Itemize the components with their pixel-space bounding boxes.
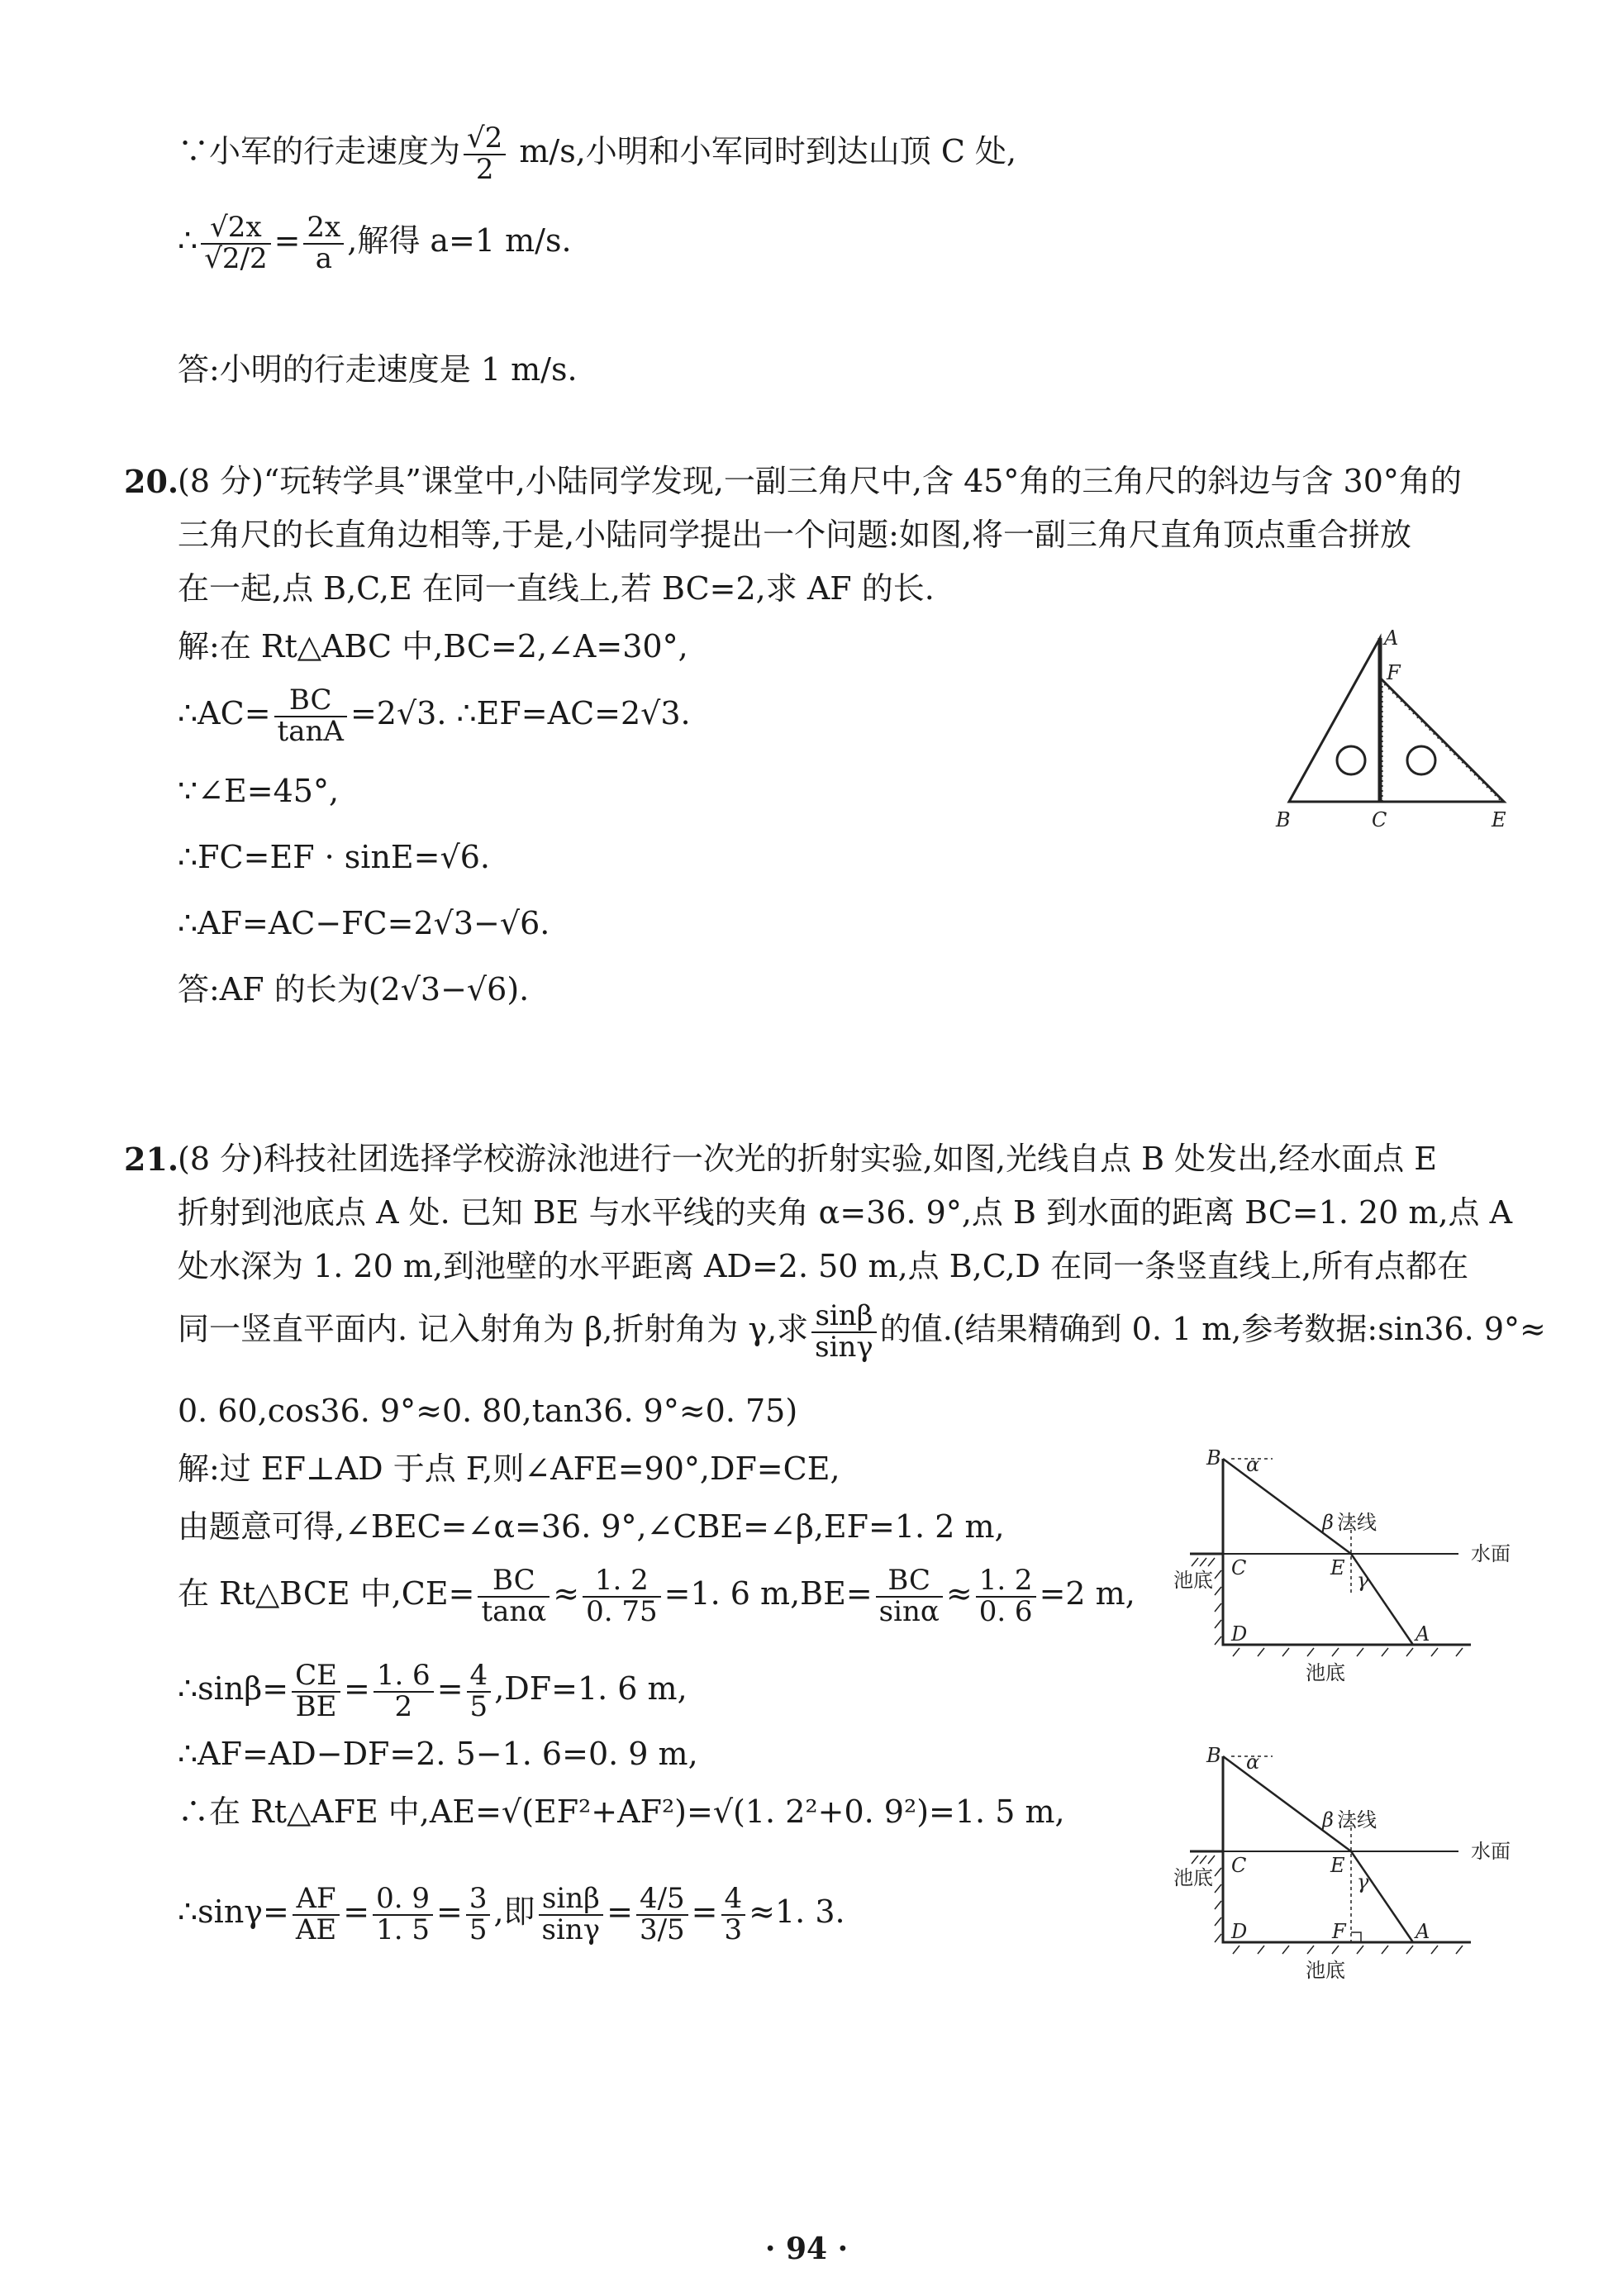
top-line-2: ∴ $\frac{√2x}{√2/2}$ = $\frac{2x}{a}$ ,解得 a=1 m/s.	[178, 211, 572, 275]
label-B: B	[1276, 808, 1291, 831]
label-pool-wall-2: 池底	[1173, 1866, 1213, 1889]
q21-text-5: 0. 60,cos36. 9°≈0. 80,tan36. 9°≈0. 75)	[178, 1393, 798, 1429]
q21-number: 21.	[124, 1141, 179, 1178]
label-C-2: C	[1231, 1854, 1247, 1877]
label-A: A	[1416, 1622, 1430, 1646]
label-C: C	[1372, 808, 1387, 831]
q21-sol-2: 由题意可得,∠BEC=∠α=36. 9°,∠CBE=∠β,EF=1. 2 m,	[178, 1508, 1005, 1545]
q21-refraction-figure-1	[1173, 1446, 1529, 1686]
label-beta-2: β	[1322, 1808, 1334, 1832]
label-B: B	[1206, 1446, 1221, 1470]
q20-text-1: (8 分)“玩转学具”课堂中,小陆同学发现,一副三角尺中,含 45°角的三角尺的斜边与含 30°角的	[178, 463, 1462, 499]
q21-text-1: (8 分)科技社团选择学校游泳池进行一次光的折射实验,如图,光线自点 B 处发出,经水面点 E	[178, 1141, 1438, 1177]
label-A: A	[1384, 628, 1399, 650]
triangle-30-60	[1289, 638, 1380, 802]
label-E: E	[1492, 808, 1506, 831]
q21-sol-6: ∴在 Rt△AFE 中,AE=√(EF²+AF²)=√(1. 2²+0. 9²)=1. 5 m,	[178, 1793, 1065, 1830]
q20-text-2: 三角尺的长直角边相等,于是,小陆同学提出一个问题:如图,将一副三角尺直角顶点重合拼放	[178, 517, 1412, 553]
label-F: F	[1387, 661, 1401, 684]
q21-text-4: 同一竖直平面内. 记入射角为 β,折射角为 γ,求 $\frac{\sin\beta}{\sin\gamma}$ 的值.(结果精确到 0. 1 m,参考数据:sin36. 9°≈	[178, 1299, 1546, 1364]
label-alpha-2: α	[1246, 1751, 1260, 1774]
label-gamma-2: γ	[1357, 1870, 1369, 1893]
label-normal-2: 法线	[1337, 1808, 1377, 1832]
q20-triangle-figure	[1273, 628, 1512, 835]
q21-text-3: 处水深为 1. 20 m,到池壁的水平距离 AD=2. 50 m,点 B,C,D 在同一条竖直线上,所有点都在	[178, 1248, 1469, 1284]
label-beta: β	[1322, 1511, 1334, 1534]
q20-sol-1: 解:在 Rt△ABC 中,BC=2,∠A=30°,	[178, 628, 688, 665]
label-F-2: F	[1332, 1920, 1346, 1943]
triangle-45	[1380, 678, 1504, 802]
label-gamma: γ	[1357, 1569, 1369, 1592]
q21-text-2: 折射到池底点 A 处. 已知 BE 与水平线的夹角 α=36. 9°,点 B 到水面的距离 BC=1. 20 m,点 A	[178, 1194, 1513, 1231]
q21-sol-5: ∴AF=AD−DF=2. 5−1. 6=0. 9 m,	[178, 1736, 698, 1772]
q21-sol-4: ∴sinβ= $\frac{CE}{BE}$ = $\frac{1. 6}{2}$ = $\frac{4}{5}$ ,DF=1. 6 m,	[178, 1659, 688, 1723]
label-water: 水面	[1471, 1542, 1511, 1565]
label-water-2: 水面	[1471, 1840, 1511, 1863]
top-line-3: 答:小明的行走速度是 1 m/s.	[178, 351, 578, 388]
q20-number: 20.	[124, 463, 179, 500]
label-pool-wall-1: 池底	[1173, 1569, 1213, 1592]
q21-sol-3: 在 Rt△BCE 中,CE= $\frac{BC}{\tan\alpha}$ ≈ $\frac{1. 2}{0. 75}$ =1. 6 m,BE= $\frac{BC}{\sin\alpha}$ ≈ $\frac{1. 2}{0. 6}$ =2 m,	[178, 1564, 1135, 1628]
q21-sol-7: ∴sinγ= $\frac{AF}{AE}$ = $\frac{0. 9}{1. 5}$ = $\frac{3}{5}$ ,即 $\frac{\sin\beta}{\sin\gamma}$ = $\frac{4/5}{3/5}$ = $\frac{4}{3}$ ≈1. 3.	[178, 1882, 845, 1946]
q21-refraction-figure-2	[1173, 1744, 1529, 1984]
label-E: E	[1330, 1556, 1345, 1579]
q21-sol-1: 解:过 EF⊥AD 于点 F,则∠AFE=90°,DF=CE,	[178, 1450, 840, 1487]
q20-sol-4: ∴FC=EF · sinE=√6.	[178, 839, 490, 875]
q20-sol-2: ∴AC= $\frac{BC}{\tan A}$ =2√3. ∴EF=AC=2√3.	[178, 684, 691, 748]
top-line-1: ∵小军的行走速度为 $\frac{√2}{2}$ m/s,小明和小军同时到达山顶 C 处,	[178, 121, 1017, 186]
label-normal: 法线	[1337, 1511, 1377, 1534]
label-D: D	[1231, 1622, 1248, 1646]
page-number: · 94 ·	[764, 2232, 849, 2266]
label-bottom: 池底	[1306, 1661, 1345, 1684]
label-alpha: α	[1246, 1453, 1260, 1476]
label-C: C	[1231, 1556, 1247, 1579]
label-bottom-2: 池底	[1306, 1959, 1345, 1982]
label-E-2: E	[1330, 1854, 1345, 1877]
q20-text-3: 在一起,点 B,C,E 在同一直线上,若 BC=2,求 AF 的长.	[178, 570, 935, 607]
label-D-2: D	[1231, 1920, 1248, 1943]
q20-sol-6: 答:AF 的长为(2√3−√6).	[178, 971, 530, 1007]
label-A-2: A	[1416, 1920, 1430, 1943]
q20-sol-3: ∵∠E=45°,	[178, 773, 340, 809]
label-B-2: B	[1206, 1744, 1221, 1767]
q20-sol-5: ∴AF=AC−FC=2√3−√6.	[178, 905, 550, 941]
